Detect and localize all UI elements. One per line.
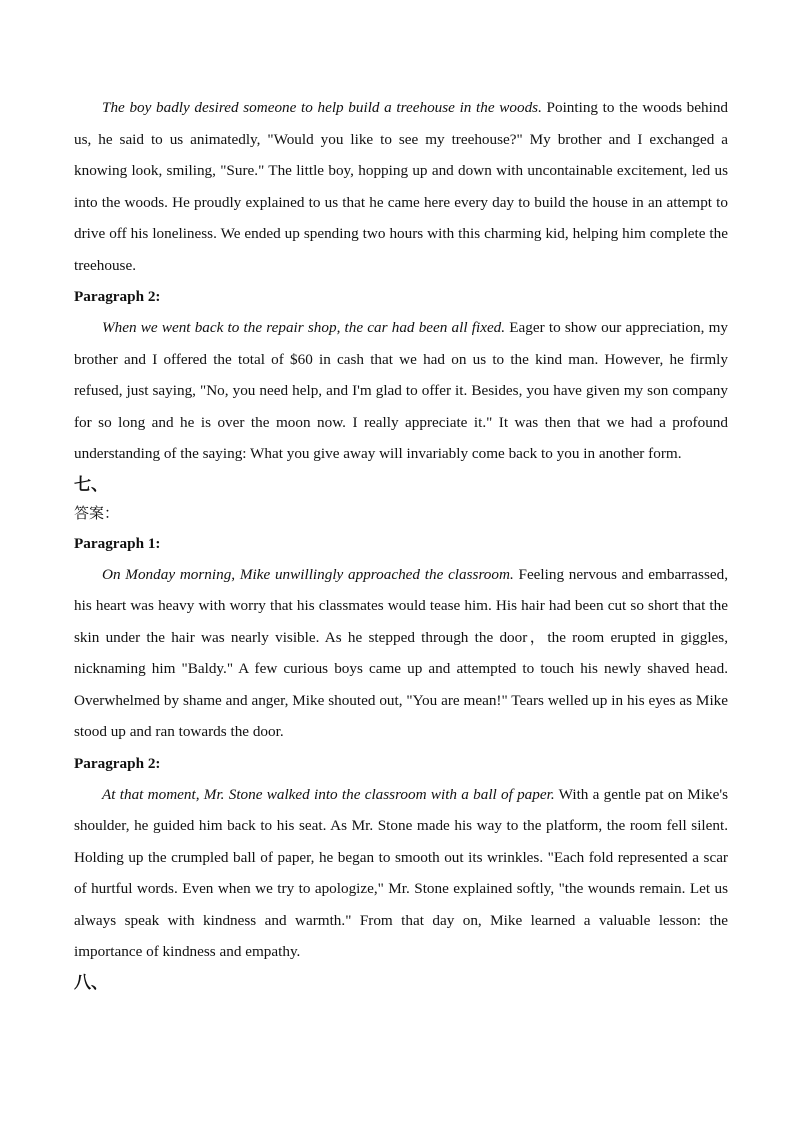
paragraph-heading: Paragraph 1: (74, 534, 161, 552)
section-number-seven: 七、 (74, 474, 108, 494)
paragraph-treehouse (74, 92, 728, 281)
paragraph-body: Feeling nervous and embarrassed, his heart was heavy with worry that his classmates would tease him. His hair had been cut so short that the skin under the hair was nearly visible. As he stepped through the door，the room erupted in giggles, nicknaming him "Baldy." A few curious boys came up and attempted to touch his newly shaved head. Overwhelmed by shame and anger, Mike shouted out, "You are mean!" Tears welled up in his eyes as Mike stood up and ran towards the door. (74, 565, 729, 740)
answer-label: 答案： (74, 505, 120, 522)
paragraph-heading: Paragraph 2: (74, 288, 161, 305)
paragraph-lead-sentence: At that moment, Mr. Stone walked into the classroom with a ball of paper. (102, 785, 555, 803)
paragraph-body: With a gentle pat on Mike's shoulder, he guided him back to his seat. As Mr. Stone made his way to the platform, the room fell silent. Holding up the crumpled ball of paper, he began to smooth out its wrinkles. "Each fold represented a scar of hurtful words. Even when we try to apologize," Mr. Stone explained softly, "the wounds remain. Let us always speak with kindness and warmth." From that day on, Mike learned a valuable lesson: the importance of kindness and empathy. (74, 785, 728, 960)
paragraph-body: Eager to show our appreciation, my brother and I offered the total of $60 in cash that we had on us to the kind man. However, he firmly refused, just saying, "No, you need help, and I'm glad to offer it. Besides, you have given my son company for so long and he is over the moon now. I really appreciate it." It was then that we had a profound understanding of the saying: What you give away will invariably come back to you in another form. (74, 319, 728, 462)
paragraph-body: Pointing to the woods behind us, he said to us animatedly, "Would you like to see my treehouse?" My brother and I exchanged a knowing look, smiling, "Sure." The little boy, hopping up and down with uncontainable excitement, led us into the woods. He proudly explained to us that he came here every day to build the house in an attempt to drive off his loneliness. We ended up spending two hours with this charming kid, helping him complete the treehouse. (74, 99, 729, 274)
paragraph-repair-shop (74, 312, 728, 470)
paragraph-lead-sentence: On Monday morning, Mike unwillingly approached the classroom. (102, 565, 514, 583)
paragraph-mr-stone (74, 779, 728, 968)
paragraph-lead-sentence: The boy badly desired someone to help build a treehouse in the woods. (102, 99, 542, 116)
section-number-eight: 八、 (74, 972, 108, 992)
paragraph-heading: Paragraph 2: (74, 754, 161, 772)
paragraph-mike-classroom (74, 559, 728, 748)
paragraph-lead-sentence: When we went back to the repair shop, the car had been all fixed. (102, 319, 506, 336)
document-page (74, 92, 728, 998)
